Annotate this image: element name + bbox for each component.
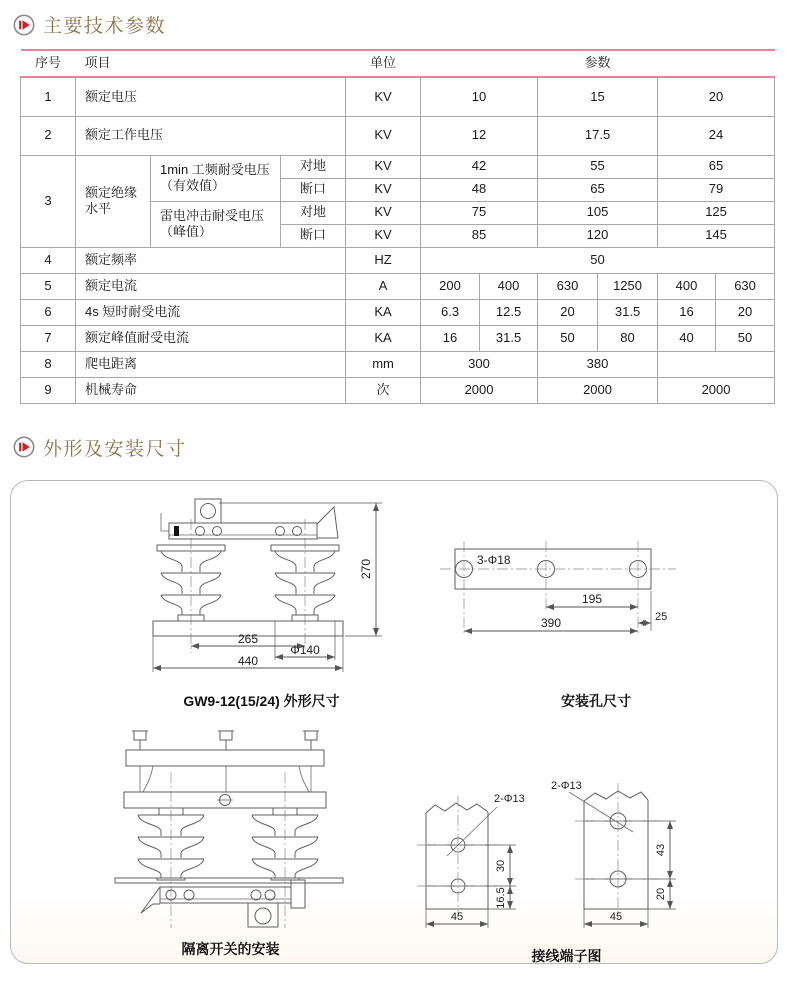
cell-value: 31.5 — [480, 325, 538, 351]
cell-index: 9 — [21, 377, 76, 403]
dim-25: 25 — [655, 611, 668, 623]
table-row — [21, 325, 775, 351]
section-header-dims — [13, 404, 790, 461]
cell-index: 7 — [21, 325, 76, 351]
cell-value: 65 — [538, 178, 658, 201]
cell-unit: KV — [346, 178, 421, 201]
figure-caption: GW9-12(15/24) 外形尺寸 — [183, 693, 340, 709]
dim-phi140: Φ140 — [290, 643, 320, 657]
dim-440: 440 — [237, 654, 259, 668]
cell-item: 额定峰值耐受电流 — [76, 325, 346, 351]
cell-value: 48 — [421, 178, 538, 201]
table-row — [21, 299, 775, 325]
cell-value: 17.5 — [538, 116, 658, 155]
terminals-drawing — [399, 758, 734, 940]
table-row — [21, 377, 775, 403]
cell-unit: KV — [346, 116, 421, 155]
table-row — [21, 116, 775, 155]
section-title-dims: 外形及安装尺寸 — [43, 438, 187, 460]
dim-195: 195 — [581, 592, 603, 606]
cell-ground: 对地 — [281, 201, 346, 224]
cell-value: 105 — [538, 201, 658, 224]
cell-index: 1 — [21, 77, 76, 116]
cell-subitem: 雷电冲击耐受电压（峰值） — [151, 201, 281, 247]
cell-value: 120 — [538, 224, 658, 247]
cell-unit: KV — [346, 77, 421, 116]
figure-caption: 安装孔尺寸 — [561, 693, 631, 709]
cell-item: 4s 短时耐受电流 — [76, 299, 346, 325]
col-header-item: 项目 — [76, 50, 346, 77]
cell-value: 65 — [658, 155, 775, 178]
cell-index: 5 — [21, 273, 76, 299]
cell-item: 额定电流 — [76, 273, 346, 299]
cell-ground: 对地 — [281, 155, 346, 178]
cell-value: 16 — [421, 325, 480, 351]
cell-value: 80 — [598, 325, 658, 351]
label-holes: 2-Φ13 — [551, 780, 582, 792]
cell-index: 8 — [21, 351, 76, 377]
section-title-params: 主要技术参数 — [43, 16, 167, 37]
figure-outline — [119, 495, 404, 709]
dim-265: 265 — [237, 632, 259, 646]
cell-item: 机械寿命 — [76, 377, 346, 403]
cell-unit: KA — [346, 299, 421, 325]
cell-value: 6.3 — [421, 299, 480, 325]
params-table — [20, 49, 775, 404]
table-row — [21, 273, 775, 299]
cell-gap: 断口 — [281, 178, 346, 201]
cell-item: 爬电距离 — [76, 351, 346, 377]
cell-value: 42 — [421, 155, 538, 178]
cell-value: 79 — [658, 178, 775, 201]
cell-unit: HZ — [346, 247, 421, 273]
label-holes: 2-Φ13 — [494, 793, 525, 805]
cell-subitem: 1min 工频耐受电压（有效值） — [151, 155, 281, 201]
cell-value: 55 — [538, 155, 658, 178]
cell-value: 50 — [716, 325, 775, 351]
cell-unit: A — [346, 273, 421, 299]
figure-installation — [113, 728, 348, 957]
cell-value: 20 — [716, 299, 775, 325]
cell-value: 50 — [421, 247, 775, 273]
cell-gap: 断口 — [281, 224, 346, 247]
figure-terminals — [399, 758, 734, 964]
cell-value: 40 — [658, 325, 716, 351]
cell-value: 20 — [538, 299, 598, 325]
cell-value: 2000 — [421, 377, 538, 403]
table-header-row — [21, 50, 775, 77]
cell-unit: 次 — [346, 377, 421, 403]
cell-unit: KV — [346, 224, 421, 247]
figure-caption: 隔离开关的安装 — [181, 941, 280, 957]
cell-value: 2000 — [538, 377, 658, 403]
table-row — [21, 155, 775, 178]
cell-index: 3 — [21, 155, 76, 247]
dim-20: 20 — [655, 887, 667, 901]
cell-value: 2000 — [658, 377, 775, 403]
col-header-param: 参数 — [421, 50, 775, 77]
cell-value: 10 — [421, 77, 538, 116]
cell-value: 145 — [658, 224, 775, 247]
cell-item: 额定绝缘水平 — [76, 155, 151, 247]
dim-43: 43 — [655, 843, 667, 857]
cell-item: 额定工作电压 — [76, 116, 346, 155]
cell-item: 额定频率 — [76, 247, 346, 273]
outline-drawing — [119, 495, 404, 677]
cell-index: 2 — [21, 116, 76, 155]
cell-item: 额定电压 — [76, 77, 346, 116]
cell-index: 4 — [21, 247, 76, 273]
cell-value: 85 — [421, 224, 538, 247]
cell-value: 1250 — [598, 273, 658, 299]
cell-value: 380 — [538, 351, 658, 377]
cell-value: 15 — [538, 77, 658, 116]
cell-value: 20 — [658, 77, 775, 116]
cell-value — [658, 351, 775, 377]
table-row — [21, 77, 775, 116]
cell-value: 12.5 — [480, 299, 538, 325]
drawings-panel — [10, 480, 778, 964]
figure-caption: 接线端子图 — [531, 948, 602, 964]
cell-index: 6 — [21, 299, 76, 325]
table-row — [21, 247, 775, 273]
cell-value: 50 — [538, 325, 598, 351]
label-holes: 3-Φ18 — [477, 553, 511, 567]
dim-390: 390 — [540, 616, 562, 630]
cell-value: 200 — [421, 273, 480, 299]
play-icon — [13, 436, 35, 458]
cell-unit: KV — [346, 155, 421, 178]
cell-value: 31.5 — [598, 299, 658, 325]
cell-value: 300 — [421, 351, 538, 377]
cell-unit: KA — [346, 325, 421, 351]
play-icon — [13, 14, 35, 36]
dim-45: 45 — [609, 911, 623, 923]
mounting-holes-drawing — [436, 539, 756, 651]
col-header-index: 序号 — [21, 50, 76, 77]
dim-45: 45 — [450, 911, 464, 923]
cell-value: 630 — [538, 273, 598, 299]
installation-drawing — [113, 728, 348, 933]
col-header-unit: 单位 — [346, 50, 421, 77]
cell-value: 24 — [658, 116, 775, 155]
cell-value: 12 — [421, 116, 538, 155]
cell-value: 125 — [658, 201, 775, 224]
cell-value: 400 — [658, 273, 716, 299]
cell-value: 400 — [480, 273, 538, 299]
cell-unit: KV — [346, 201, 421, 224]
cell-value: 75 — [421, 201, 538, 224]
cell-unit: mm — [346, 351, 421, 377]
dim-270: 270 — [359, 558, 373, 580]
cell-value: 630 — [716, 273, 775, 299]
dim-30: 30 — [495, 859, 507, 873]
cell-value: 16 — [658, 299, 716, 325]
table-row — [21, 351, 775, 377]
dim-16-5: 16.5 — [495, 887, 507, 909]
figure-mounting-holes — [436, 539, 756, 709]
section-header-params — [13, 0, 790, 38]
